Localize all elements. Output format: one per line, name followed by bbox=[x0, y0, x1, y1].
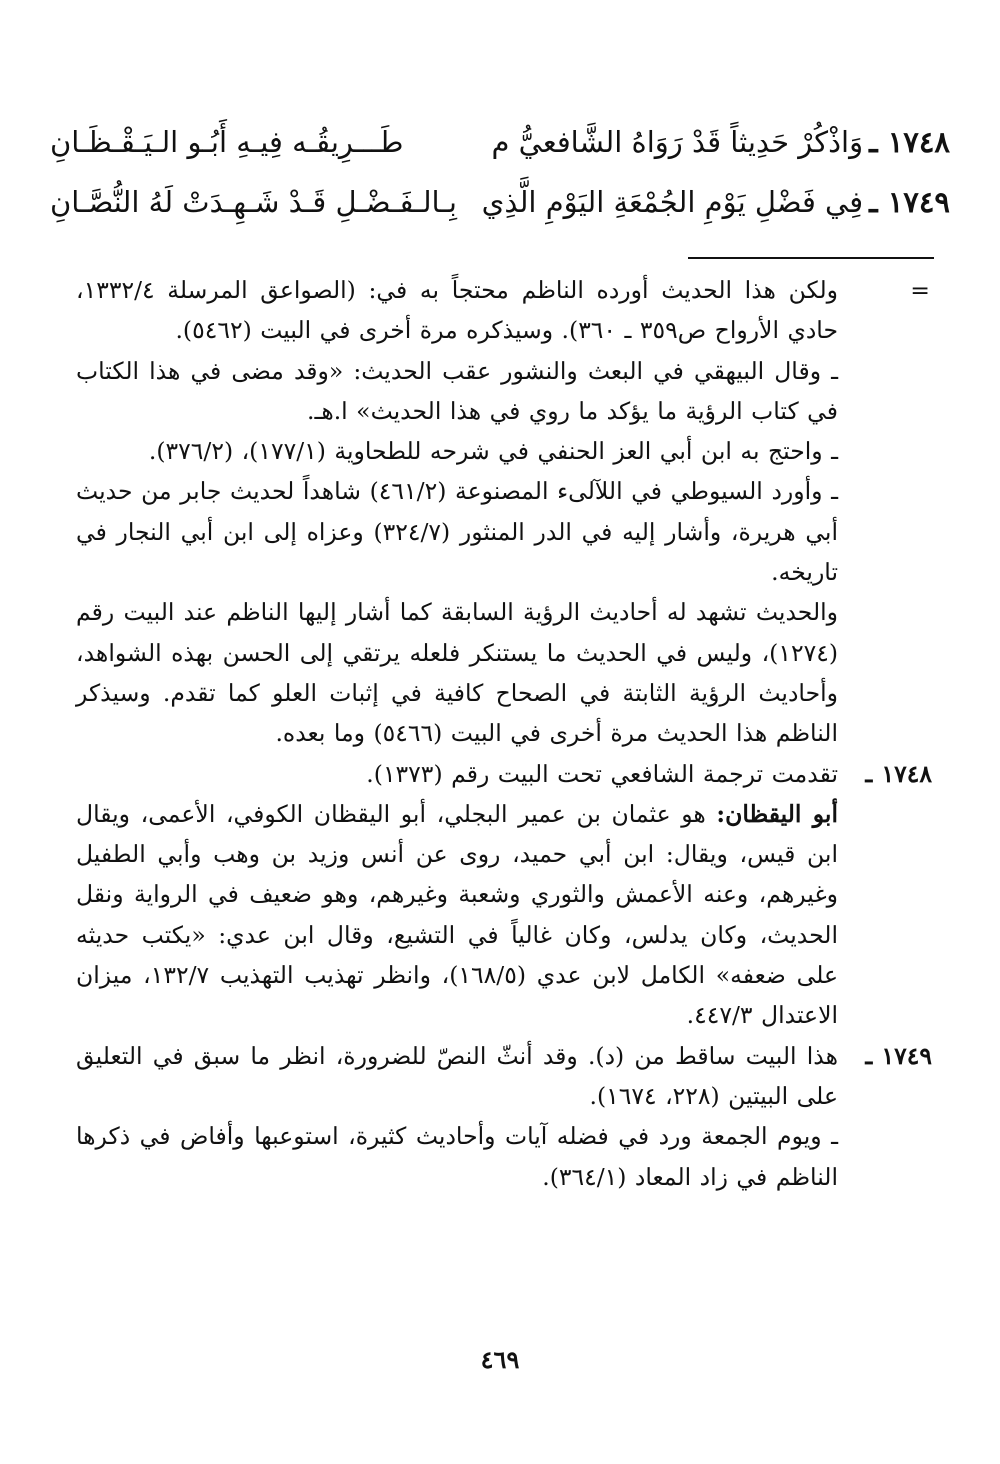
footnote-text: ولكن هذا الحديث أورده الناظم محتجاً به في: (الصواعق المرسلة ١٣٣٢/٤، حادي الأرواح ص٣٥٩ ـ ٣٦٠). وسيذكره مرة أخرى في البيت (٥٤٦٢). bbox=[76, 276, 838, 345]
footnotes bbox=[76, 270, 932, 1197]
verse-number: ١٧٤٨ ـ bbox=[869, 125, 950, 159]
page-number: ٤٦٩ bbox=[480, 1345, 520, 1374]
footnote-continuation bbox=[76, 270, 932, 351]
footnote-paragraph-ruya: والحديث تشهد له أحاديث الرؤية السابقة كما أشار إليها الناظم عند البيت رقم (١٢٧٤)، وليس في الحديث ما يستنكر فلعله يرتقي إلى الحسن بهذه الشواهد، وأحاديث الرؤية الثابتة في الصحاح كافية في إثبات العلو كما تقدم. وسيذكر الناظم هذا الحديث مرة أخرى في البيت (٥٤٦٦) وما بعده. bbox=[76, 598, 838, 748]
footnote-1749 bbox=[76, 1036, 932, 1117]
verse-1749 bbox=[50, 174, 950, 230]
verse-1748 bbox=[50, 114, 950, 170]
footnote-number: ١٧٤٩ ـ bbox=[865, 1041, 932, 1070]
second-hemistich: طَـــرِيقُـه فِيـهِ أَبُـو الـيَـقْـظَـانِ bbox=[50, 125, 404, 159]
continuation-mark: = bbox=[910, 276, 930, 304]
footnote-text: هذا البيت ساقط من (د). وقد أنثّ النصّ للضرورة، انظر ما سبق في التعليق على البيتين (٢٢٨، ١٦٧٤). bbox=[76, 1041, 838, 1110]
footnote-separator bbox=[688, 257, 934, 259]
first-hemistich: وَاذْكُرْ حَدِيثاً قَدْ رَوَاهُ الشَّافعيُّ م bbox=[491, 125, 864, 159]
verse-number: ١٧٤٩ ـ bbox=[869, 185, 950, 219]
footnote-paragraph-suyuti: ـ وأورد السيوطي في اللآلىء المصنوعة (٤٦١/٢) شاهداً لحديث جابر من حديث أبي هريرة، وأشار إليه في الدر المنثور (٣٢٤/٧) وعزاه إلى ابن أبي النجار في تاريخه. bbox=[76, 477, 838, 587]
footnote-text: هو عثمان بن عمير البجلي، أبو اليقظان الكوفي، الأعمى، ويقال ابن قيس، ويقال: ابن أبي حميد، روى عن أنس وزيد بن وهب وأبي الطفيل وغيرهم، وعنه الأعمش والثوري وشعبة وغيرهم، وهو ضعيف في الرواية ونقل الحديث، وكان يدلس، وكان غالياً في التشيع، وقال ابن عدي: «يكتب حديثه على ضعفه» الكامل لابن عدي (١٦٨/٥)، وانظر تهذيب التهذيب ١٣٢/٧، ميزان الاعتدال ٤٤٧/٣. bbox=[76, 799, 839, 1030]
footnote-text: تقدمت ترجمة الشافعي تحت البيت رقم (١٣٧٣). bbox=[366, 759, 838, 788]
footnote-number: ١٧٤٨ ـ bbox=[865, 759, 932, 788]
footnote-paragraph-friday: ـ ويوم الجمعة ورد في فضله آيات وأحاديث كثيرة، استوعبها وأفاض في ذكرها الناظم في زاد المعاد (٣٦٤/١). bbox=[76, 1122, 838, 1191]
second-hemistich: بِـالـفَـضْـلِ قَـدْ شَـهِـدَتْ لَهُ النُّصَّـانِ bbox=[50, 185, 457, 219]
footnote-paragraph-ibn-abi-al-izz: ـ واحتج به ابن أبي العز الحنفي في شرحه للطحاوية (١٧٧/١)، (٣٧٦/٢). bbox=[148, 437, 838, 466]
first-hemistich: فِي فَضْلِ يَوْمِ الجُمْعَةِ اليَوْمِ الَّذِي bbox=[481, 185, 864, 219]
entry-term: أبو اليقظان: bbox=[716, 799, 838, 828]
footnote-1748 bbox=[76, 754, 932, 794]
footnote-abu-al-yaqzan bbox=[76, 794, 932, 1036]
footnote-paragraph-bayhaqi: ـ وقال البيهقي في البعث والنشور عقب الحديث: «وقد مضى في هذا الكتاب في كتاب الرؤية ما يؤكد ما روي في هذا الحديث» ا.هـ. bbox=[76, 356, 838, 425]
